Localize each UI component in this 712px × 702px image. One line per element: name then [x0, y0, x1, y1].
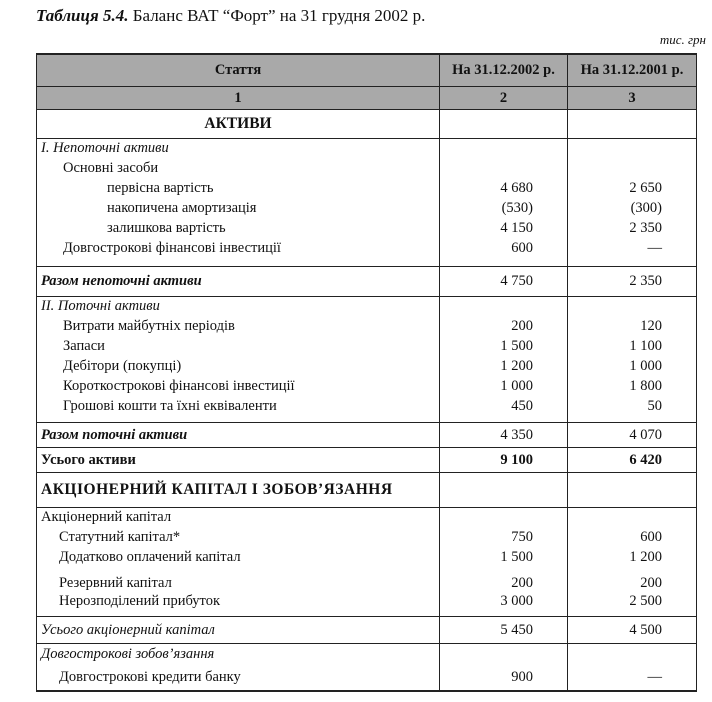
value-2001: 2 650	[568, 179, 697, 199]
table-row	[37, 179, 697, 199]
table-row	[37, 377, 697, 397]
total-assets-label: Усього активи	[37, 448, 440, 473]
value-2002: 1 200	[440, 357, 568, 377]
value-2001: 1 000	[568, 357, 697, 377]
row-label: Грошові кошти та їхні еквіваленти	[37, 397, 440, 417]
total-noncurrent-label: Разом непоточні активи	[37, 267, 440, 297]
value-2001: 4 500	[568, 617, 697, 644]
value-2002: 4 150	[440, 219, 568, 239]
equity-title: АКЦІОНЕРНИЙ КАПІТАЛ І ЗОБОВ’ЯЗАННЯ	[37, 473, 440, 508]
table-row	[37, 159, 697, 179]
row-label: первісна вартість	[37, 179, 440, 199]
total-equity-label: Усього акціонерний капітал	[37, 617, 440, 644]
total-row	[37, 423, 697, 448]
section-row	[37, 473, 697, 508]
fixed-assets-label: Основні засоби	[37, 159, 440, 179]
total-current-label: Разом поточні активи	[37, 423, 440, 448]
value-2001: 50	[568, 397, 697, 417]
value-2002: 200	[440, 317, 568, 337]
value-2002: 4 750	[440, 267, 568, 297]
value-2001: —	[568, 666, 697, 691]
section-row	[37, 110, 697, 139]
table-row	[37, 528, 697, 548]
noncurrent-title: І. Непоточні активи	[37, 139, 440, 159]
value-2002: 900	[440, 666, 568, 691]
table-row	[37, 666, 697, 691]
value-2002: 200	[440, 568, 568, 592]
longterm-liabilities-title: Довгострокові зобов’язання	[37, 644, 440, 666]
value-2002: 5 450	[440, 617, 568, 644]
value-2001: (300)	[568, 199, 697, 219]
table-caption	[36, 6, 425, 26]
value-2001: 2 500	[568, 592, 697, 612]
value-2002: (530)	[440, 199, 568, 219]
table-row	[37, 219, 697, 239]
row-label: Резервний капітал	[37, 568, 440, 592]
row-label: Нерозподілений прибуток	[37, 592, 440, 612]
total-row	[37, 267, 697, 297]
assets-title: АКТИВИ	[37, 110, 440, 139]
subsection-row	[37, 297, 697, 317]
header-number-row	[37, 87, 697, 110]
header-num-3: 3	[568, 87, 697, 110]
value-2001: 1 100	[568, 337, 697, 357]
value-2001: 600	[568, 528, 697, 548]
table-row	[37, 199, 697, 219]
total-row	[37, 617, 697, 644]
row-label: Статутний капітал*	[37, 528, 440, 548]
value-2002: 750	[440, 528, 568, 548]
subsection-row	[37, 644, 697, 666]
table-row	[37, 317, 697, 337]
row-label: Довгострокові кредити банку	[37, 666, 440, 691]
value-2002: 1 500	[440, 337, 568, 357]
row-label: Короткострокові фінансові інвестиції	[37, 377, 440, 397]
table-number: Таблиця 5.4.	[36, 6, 129, 25]
subsection-row	[37, 139, 697, 159]
table-row	[37, 592, 697, 612]
header-num-2: 2	[440, 87, 568, 110]
header-row	[37, 54, 697, 87]
value-2002: 3 000	[440, 592, 568, 612]
row-label: Запаси	[37, 337, 440, 357]
units-label: тис. грн	[659, 32, 706, 47]
table-row	[37, 548, 697, 568]
value-2002: 1 500	[440, 548, 568, 568]
table-title: Баланс ВАТ “Форт” на 31 грудня 2002 р.	[132, 6, 426, 25]
value-2002: 450	[440, 397, 568, 417]
row-label: Витрати майбутніх періодів	[37, 317, 440, 337]
row-label: Додатково оплачений капітал	[37, 548, 440, 568]
header-2002: На 31.12.2002 р.	[440, 54, 568, 87]
table-row	[37, 397, 697, 417]
value-2002: 4 350	[440, 423, 568, 448]
table-row	[37, 568, 697, 592]
equity-subtitle: Акціонерний капітал	[37, 508, 440, 528]
value-2001: —	[568, 239, 697, 259]
header-num-1: 1	[37, 87, 440, 110]
value-2001: 6 420	[568, 448, 697, 473]
table-row	[37, 357, 697, 377]
value-2001: 1 800	[568, 377, 697, 397]
value-2002: 600	[440, 239, 568, 259]
value-2001: 1 200	[568, 548, 697, 568]
balance-table	[36, 53, 697, 692]
total-row	[37, 448, 697, 473]
header-2001: На 31.12.2001 р.	[568, 54, 697, 87]
table-row	[37, 337, 697, 357]
header-article: Стаття	[37, 54, 440, 87]
table-row	[37, 239, 697, 259]
row-label: Дебітори (покупці)	[37, 357, 440, 377]
value-2001: 200	[568, 568, 697, 592]
value-2002: 1 000	[440, 377, 568, 397]
value-2001: 2 350	[568, 219, 697, 239]
value-2002: 9 100	[440, 448, 568, 473]
value-2001: 120	[568, 317, 697, 337]
row-label: залишкова вартість	[37, 219, 440, 239]
value-2001: 4 070	[568, 423, 697, 448]
value-2002: 4 680	[440, 179, 568, 199]
row-label: накопичена амортизація	[37, 199, 440, 219]
subsection-row	[37, 508, 697, 528]
row-label: Довгострокові фінансові інвестиції	[37, 239, 440, 259]
current-title: ІІ. Поточні активи	[37, 297, 440, 317]
value-2001: 2 350	[568, 267, 697, 297]
